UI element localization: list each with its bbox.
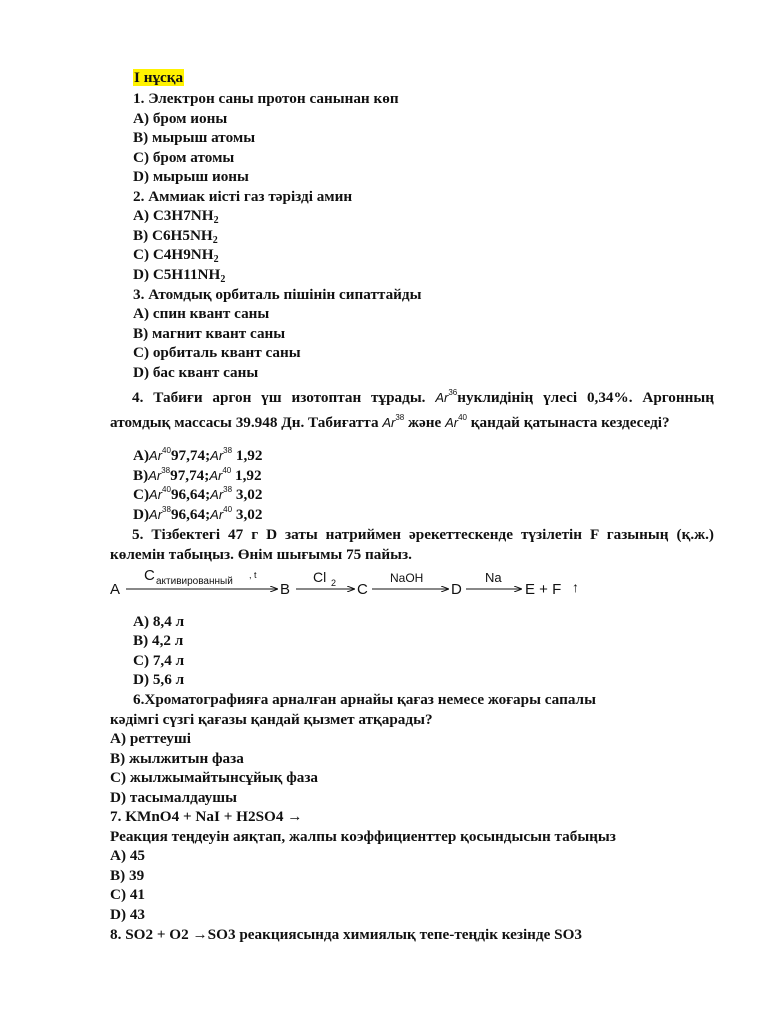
q6-option-a: А) реттеуші [110,730,191,747]
scheme-products: E + F [525,581,562,598]
scheme-a: A [110,581,121,598]
q7-option-b: В) 39 [110,867,145,884]
q6-option-c: С) жылжымайтынсұйық фаза [110,769,319,786]
scheme-carbon-sub: активированный [156,576,233,587]
q7-option-a: А) 45 [110,847,146,864]
q4-ar-symbol-3: Ar [445,415,459,430]
q6-option-d: D) тасымалдаушы [110,789,237,806]
question-2: 2. Аммиак иісті газ тәрізді амин [133,188,353,205]
q5-option-c: С) 7,4 л [133,652,185,669]
q4-option-c: С)Ar$^{40}$96,64;Ar$^{38}$ 3,02 [133,485,263,503]
scheme-na: Na [485,570,502,585]
q4-part3: қандай қатынаста кездеседі? [470,414,670,431]
q4-option-d: D)Ar$^{38}$96,64;Ar$^{40}$ 3,02 [133,505,263,523]
question-1: 1. Электрон саны протон санынан көп [133,90,399,107]
q2-c-formula: С) C4H9NH [133,246,214,263]
gas-arrow-icon: ↑ [572,579,579,595]
q4-isotope-40: 40 [458,413,467,422]
q2-a-subscript: 2 [213,215,219,226]
question-6-line-1: 6.Хроматографияға арналған арнайы қағаз немесе жоғары сапалы [133,691,596,708]
q3-option-a: А) спин квант саны [133,305,270,322]
scheme-cl-sub: 2 [331,578,337,588]
q7-option-c: С) 41 [110,886,146,903]
q4-isotope-36: 36 [448,388,458,397]
variant-title [133,68,184,88]
scheme-c: C [357,581,368,598]
q4-part2: нуклидінің үлесі 0,34%. Аргонның атомдық массасы 39.948 Дн. Табиғатта [110,389,714,431]
q2-a-formula: А) C3H7NH [133,207,214,224]
q5-option-a: А) 8,4 л [133,613,185,630]
q4-isotope-38: 38 [395,413,405,422]
q4-ar-symbol: Ar [435,390,449,405]
q6-option-b: В) жылжитын фаза [110,750,244,767]
question-5: 5. Тізбектегі 47 г D заты натриймен әрекеттескенде түзілетін F газының (қ.ж.) көлемін табыңыз. Өнім шығымы 75 пайыз. [110,526,714,563]
question-7-instruction: Реакция теңдеуін аяқтап, жалпы коэффициенттер қосындысын табыңыз [110,828,616,845]
scheme-carbon: C [144,567,155,584]
scheme-naoh: NaOH [390,571,424,585]
scheme-cl: Cl [313,569,327,585]
q2-d-subscript: 2 [220,274,226,285]
q7-option-d: D) 43 [110,906,146,923]
question-7: 7. KMnO4 + NaI + H2SO4 → [110,808,303,825]
q4-option-a: А)Ar$^{40}$97,74;Ar$^{38}$ 1,92 [133,446,263,464]
q1-option-a: А) бром ионы [133,110,228,127]
q3-option-c: С) орбиталь квант саны [133,344,301,361]
question-4 [110,383,714,433]
q1-option-c: С) бром атомы [133,149,235,166]
q4-and: және [408,414,442,431]
q1-option-d: D) мырыш ионы [133,168,249,185]
q2-d-formula: D) C5H11NH [133,266,221,283]
q1-option-b: В) мырыш атомы [133,129,256,146]
scheme-b: B [280,581,291,598]
q2-c-subscript: 2 [213,254,219,265]
q2-b-formula: В) C6H5NH [133,227,213,244]
variant-title-highlight: І нұсқа [134,69,184,86]
q3-option-d: D) бас квант саны [133,364,259,381]
q3-option-b: В) магнит квант саны [133,325,286,342]
q5-option-b: В) 4,2 л [133,632,184,649]
question-3: 3. Атомдық орбиталь пішінін сипаттайды [133,286,422,303]
q2-b-subscript: 2 [212,235,218,246]
question-8: 8. SO2 + O2 →SO3 реакциясында химиялық тепе-теңдік кезінде SO3 [110,926,582,943]
question-6-line-2: кәдімгі сүзгі қағазы қандай қызмет атқарады? [110,711,433,728]
reaction-scheme [108,562,708,602]
q4-option-b: В)Ar$^{38}$97,74;Ar$^{40}$ 1,92 [133,466,262,484]
scheme-d: D [451,581,462,598]
q4-ar-symbol-2: Ar [382,415,396,430]
q5-option-d: D) 5,6 л [133,671,185,688]
q4-part1: 4. Табиғи аргон үш изотоптан тұрады. [132,389,426,406]
scheme-temperature: , t [249,570,257,580]
